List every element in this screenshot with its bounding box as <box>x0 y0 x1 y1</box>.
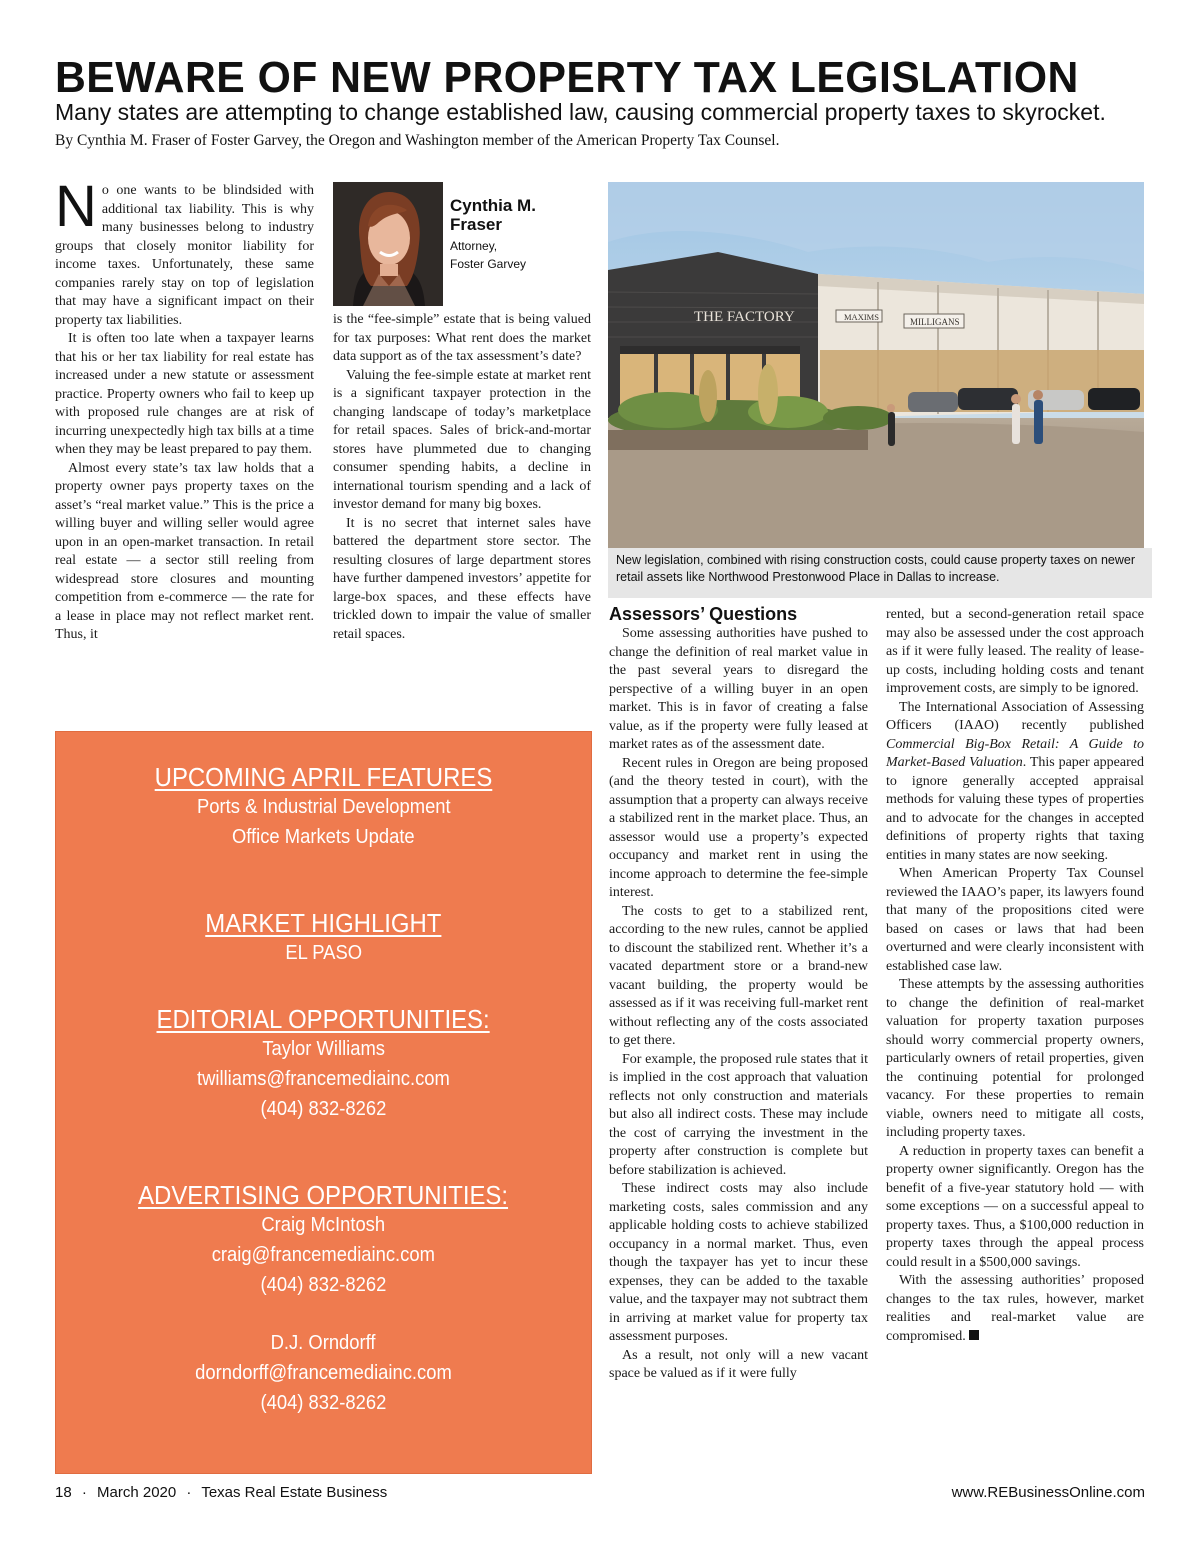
paragraph: These attempts by the assessing authorities to change the definition of real-market valuation for property taxation purposes should worry commercial property owners, particularly owners of retail properties, given the continuing potential for prolonged vacancy. For these properties to remain viable, owners need to mitigate all costs, including property taxes. <box>886 977 1144 1140</box>
paragraph: As a result, not only will a new vacant space be valued as if it were fully <box>609 1347 868 1381</box>
author-title: Attorney, <box>450 239 498 253</box>
paragraph: rented, but a second-generation retail space may also be assessed under the cost approach as if it were fully leased. The reality of lease-up costs, including holding costs and tenant improvement costs, are simply to be ignored. <box>886 607 1144 696</box>
editorial-email-link[interactable]: twilliams@francemediainc.com <box>197 1068 450 1090</box>
image-caption: New legislation, combined with rising construction costs, could cause property taxes on newer retail assets like Northwood Prestonwood Place in Dallas to increase. <box>608 548 1152 598</box>
feature-item: Ports & Industrial Development <box>196 796 451 818</box>
article-column-1 <box>55 174 314 645</box>
features-heading: UPCOMING APRIL FEATURES <box>154 762 493 792</box>
ad-contact-name: Craig McIntosh <box>261 1214 386 1236</box>
issue-date: March 2020 <box>97 1484 177 1501</box>
author-firm: Foster Garvey <box>450 257 527 271</box>
sign-the-factory: THE FACTORY <box>694 309 795 325</box>
section-heading: Assessors’ Questions <box>609 604 798 624</box>
paragraph: When American Property Tax Counsel reviewed the IAAO’s paper, its lawyers found that many of the propositions cited were based on cases or laws that had been overturned and were clearly inconsistent with established case law. <box>886 866 1144 974</box>
sign-maxims: MAXIMS <box>844 312 879 322</box>
ad-contact-email-link[interactable]: dorndorff@francemediainc.com <box>195 1362 452 1384</box>
article-subhead: Many states are attempting to change established law, causing commercial property taxes to skyrocket. <box>55 99 1106 125</box>
separator: · <box>81 1484 87 1501</box>
promo-box <box>55 731 592 1474</box>
paragraph: Valuing the fee-simple estate at market rent is a significant taxpayer protection in the changing landscape of today’s marketplace for retail spaces. Sales of brick-and-mortar stores have plummeted due to changing consumer spending habits, a decline in international tourism spending and a lack of investor demand for many big boxes. <box>333 367 591 512</box>
ad-contact-email-link[interactable]: craig@francemediainc.com <box>211 1244 436 1266</box>
paragraph: It is no secret that internet sales have battered the department store sector. The resulting closures of large department stores have further dampened investors’ appetite for large-box spaces, and these effects have trickled down to impair the value of smaller retail spaces. <box>333 515 591 642</box>
feature-item: Office Markets Update <box>232 826 415 848</box>
page-footer-left <box>55 1483 387 1503</box>
market-highlight-heading: MARKET HIGHLIGHT <box>205 908 442 938</box>
market-city: EL PASO <box>285 942 362 964</box>
author-portrait-image <box>333 182 443 306</box>
retail-center-illustration <box>608 182 1144 548</box>
author-photo <box>333 182 443 306</box>
author-bio <box>450 196 590 273</box>
paragraph: Almost every state’s tax law holds that a property owner pays property taxes on the asset’s “real market value.” This is the price a willing buyer and willing seller would agree upon in an open-market transaction. In retail real estate — a sector still reeling from widespread store closures and mounting competition from e-commerce — the rate for a lease in place may not reflect market rent. Thus, it <box>55 460 314 642</box>
paragraph: A reduction in property taxes can benefit a property owner significantly. Oregon has the benefit of a five-year statutory hold — with some exceptions — on a successful appeal to property taxes. Thus, a $100,000 reduction in property taxes through the appeal process could result in a $500,000 savings. <box>886 1143 1144 1270</box>
page-number: 18 <box>55 1484 72 1501</box>
paragraph: No one wants to be blindsided with additional tax liability. This is why many businesses belong to industry groups that closely monitor liability for income taxes. Unfortunately, these same companies rarely stay on top of legislation that may have a significant impact on their property tax liabilities. <box>55 174 314 328</box>
editorial-phone: (404) 832-8262 <box>260 1098 387 1120</box>
paragraph: These indirect costs may also include marketing costs, sales commission and any applicable holding costs to achieve stabilized occupancy in a normal market. Thus, even though the taxpayer has yet to incur these expenses, they can be added to the taxable value, and the taxpayer may not subtract them in arriving at market value for property tax assessment purposes. <box>609 1181 868 1344</box>
article-column-3 <box>609 625 868 1384</box>
paragraph: For example, the proposed rule states that it is implied in the cost approach that valuation reflects not only construction and materials but also all indirect costs. These may include the cost of carrying the investment in the property after construction is complete but before stabilization is achieved. <box>609 1051 868 1178</box>
article-headline: BEWARE OF NEW PROPERTY TAX LEGISLATION <box>55 53 1079 102</box>
article-column-2 <box>333 311 591 644</box>
paragraph: It is often too late when a taxpayer learns that his or her tax liability for real estate has increased under a new statute or assessment practice. Property owners who fail to keep up with proposed rule changes are at risk of incurring unexpectedly high tax bills at a time when they may be least prepared to pay them. <box>55 331 314 457</box>
author-name: Cynthia M. Fraser <box>450 196 536 234</box>
editorial-heading: EDITORIAL OPPORTUNITIES: <box>156 1004 491 1034</box>
ad-contact-phone: (404) 832-8262 <box>260 1274 387 1296</box>
advertising-heading: ADVERTISING OPPORTUNITIES: <box>138 1180 509 1210</box>
editorial-contact-name: Taylor Williams <box>262 1038 385 1060</box>
sign-milligans: MILLIGANS <box>910 317 960 327</box>
end-of-article-square-icon <box>969 1330 979 1340</box>
retail-center-image <box>608 182 1144 548</box>
ad-contact-name: D.J. Orndorff <box>271 1332 376 1354</box>
paragraph: With the assessing authorities’ proposed changes to the tax rules, however, market realities and real-market value are compromised. <box>886 1273 1144 1344</box>
publication-title: Commercial Big-Box Retail: A Guide to Market-Based Valuation <box>886 736 1144 770</box>
article-byline: By Cynthia M. Fraser of Foster Garvey, the Oregon and Washington member of the American Property Tax Counsel. <box>55 132 780 149</box>
website-link[interactable]: www.REBusinessOnline.com <box>951 1484 1145 1501</box>
paragraph: The costs to get to a stabilized rent, according to the new rules, cannot be applied to discount the stabilized rent. Whether it’s a vacated department store or a brand-new vacant building, the property would be assessed as if it was receiving full-market rent without reflecting any of the costs associated to get there. <box>609 903 868 1048</box>
drop-cap: N <box>55 174 97 239</box>
paragraph: Some assessing authorities have pushed to change the definition of real market value in the past several years to disregard the perspective of a willing buyer in an open market. This is in favor of creating a false value, as if the property were fully leased at market rates as of the assessment date. <box>609 626 868 752</box>
publication-name: Texas Real Estate Business <box>201 1484 388 1501</box>
paragraph: Recent rules in Oregon are being proposed (and the theory tested in court), with the assumption that a property can always receive a stabilized rent in the market place. Thus, an assessor would use a property’s expected occupancy and market rent in using the income approach to determine the fee-simple interest. <box>609 755 868 900</box>
ad-contact-phone: (404) 832-8262 <box>260 1392 387 1414</box>
paragraph: is the “fee-simple” estate that is being valued for tax purposes: What rent does the market data support as of the tax assessment’s date? <box>333 312 591 364</box>
paragraph: The International Association of Assessing Officers (IAAO) recently published Commercial Big-Box Retail: A Guide to Market-Based Valuation. This paper appeared to ignore generally accepted appraisal methods for valuing these types of properties and to advocate for the changes in accepted definitions of property rights that taxing entities in many states are now seeking. <box>886 699 1144 863</box>
article-column-4 <box>886 606 1144 1346</box>
separator: · <box>186 1484 192 1501</box>
